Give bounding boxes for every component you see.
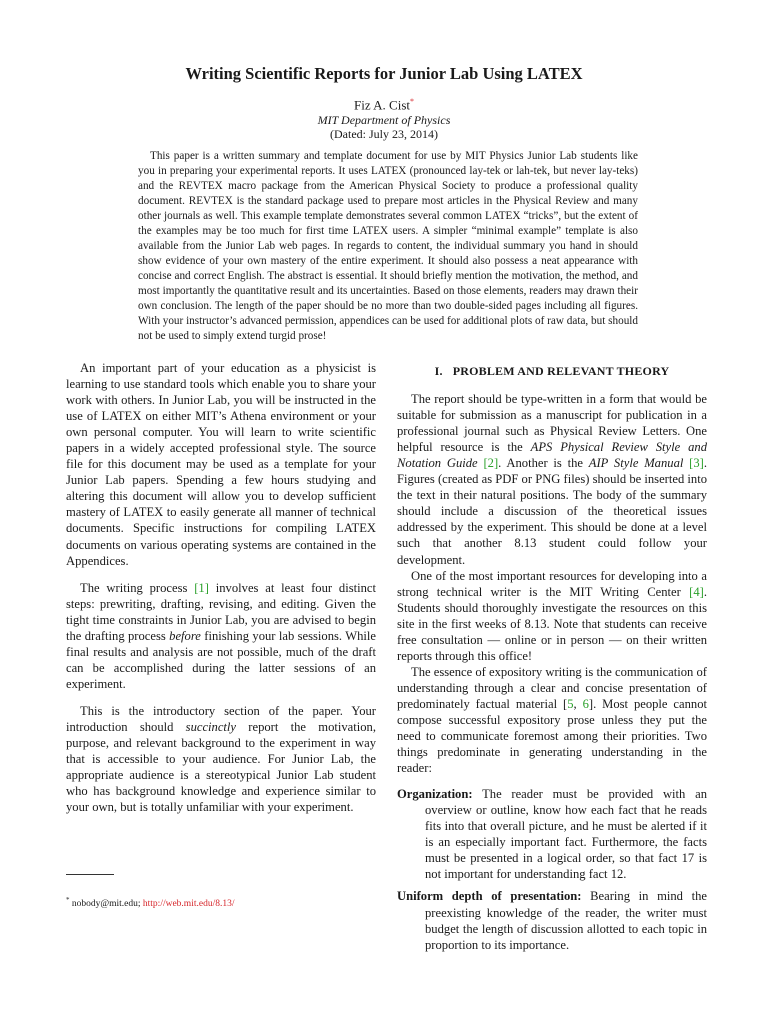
intro-paragraph-2: The writing process [1] involves at least four distinct steps: prewriting, drafting, revising, and editing. Given the tight time constraints in Junior Lab, you are advised to begin the drafting process before finishing your lab sessions. While final results and analysis are not possible, much of the draft can be accomplished during the latter sessions of an experiment. bbox=[66, 580, 376, 691]
citation-link[interactable]: 5 bbox=[567, 696, 574, 711]
intro-paragraph-3: This is the introductory section of the paper. Your introduction should succinctly report the motivation, purpose, and relevant background to the experiment in way that is accessible to your audience. For Junior Lab, the appropriate audience is a stereotypical Junior Lab student who has background knowledge and experience similar to your own, but is totally unfamiliar with your experiment. bbox=[66, 703, 376, 815]
footnote-rule bbox=[66, 874, 114, 875]
footnote-email: nobody@mit.edu; bbox=[71, 899, 143, 910]
author-line bbox=[0, 97, 768, 113]
citation-link[interactable]: [2] bbox=[483, 456, 499, 471]
author-name: Fiz A. Cist bbox=[354, 97, 410, 113]
left-column bbox=[66, 360, 376, 815]
footnote-url-link[interactable]: http://web.mit.edu/8.13/ bbox=[142, 899, 235, 910]
section-heading bbox=[397, 363, 707, 379]
intro-paragraph-1: An important part of your education as a physicist is learning to use standard tools which enable you to share your work with others. In Junior Lab, you will be instructed in the use of LATEX on either MIT’s Athena environment or your own personal computer. You will learn to write scientific papers in a widely accepted professional style. The source file for this document may be used as a template for your Junior Lab papers. Spending a few hours studying and altering this document will allow you to develop sufficient mastery of LATEX to easily generate all manner of technical documents. Specific instructions for compiling LATEX documents on various operating systems are contained in the Appendices. bbox=[66, 361, 376, 568]
definition-item-organization: Organization: The reader must be provided with an overview or outline, know how each fact that he reads fits into that overall picture, and he must be alerted if it is an especially important fact. Furthermore, the facts must be presented in a logical order, so that fact 17 is not important for understanding fact 12. bbox=[397, 787, 707, 882]
citation-link[interactable]: [4] bbox=[689, 584, 704, 599]
theory-paragraph-1: The report should be type-written in a form that would be suitable for submission as a manuscript for publication in a professional journal such as Physical Review Letters. One helpful resource is the APS Physical Review Style and Notation Guide [2]. Another is the AIP Style Manual [3]. Figures (created as PDF or PNG files) should be inserted into the text in their natural positions. The body of the summary should include a discussion of the theoretical issues addressed by the experiment. This should be done at a level such that another 8.13 student could follow your development. bbox=[397, 392, 708, 567]
abstract: This paper is a written summary and template document for use by MIT Physics Junior Lab students like you in preparing your experimental reports. It uses LATEX (pronounced lay-tek or lah-tek, but never lay-teks) and the REVTEX macro package from the American Physical Society to produce a professional quality document. REVTEX is the standard package used to prepare most articles in the Physical Review and many other journals as well. This example template demonstrates several common LATEX “tricks”, but the extent of the examples may be too much for first time LATEX users. A simpler “minimal example” template is also available from the Junior Lab web pages. In regards to content, the individual summary you hand in should show evidence of your own mastery of the entire experiment. It should also possess a neat appearance with concise and correct English. The abstract is essential. It should briefly mention the motivation, the method, and most importantly the quantitative result and its uncertainties. Based on those elements, readers may drawn their own conclusion. The length of the paper should be no more than two double-sided pages including all figures. With your instructor’s advanced permission, appendices can be used for additional plots of raw data, but should not be used to simply extend turgid prose! bbox=[138, 150, 638, 342]
citation-link[interactable]: [3] bbox=[689, 456, 704, 471]
citation-link[interactable]: [1] bbox=[194, 580, 209, 595]
date-line: (Dated: July 23, 2014) bbox=[330, 127, 438, 141]
footnote bbox=[66, 896, 376, 909]
section-title: PROBLEM AND RELEVANT THEORY bbox=[452, 364, 670, 378]
affiliation: MIT Department of Physics bbox=[317, 113, 451, 127]
theory-paragraph-2: One of the most important resources for developing into a strong technical writer is the MIT Writing Center [4]. Students should thoroughly investigate the resources on this site in the first weeks of 8.13. Note that students can receive free consultation — online or in person — on their written reports through this office! bbox=[397, 568, 707, 663]
right-column bbox=[397, 360, 707, 959]
section-number: I. bbox=[434, 364, 443, 378]
footnote-mark: * bbox=[66, 896, 70, 904]
paper-title: Writing Scientific Reports for Junior Lab Using LATEX bbox=[185, 64, 583, 83]
definition-item-depth: Uniform depth of presentation: Bearing in mind the preexisting knowledge of the reader, the writer must budget the length of discussion allotted to each topic in proportion to its importance. bbox=[397, 889, 708, 952]
theory-paragraph-3: The essence of expository writing is the communication of understanding through a clear and concise presentation of predominately factual material [5, 6]. Most people cannot compose successful expository prose unless they put the need to communicate foremost among their priorities. Two things predominate in generating understanding in the reader: bbox=[397, 664, 707, 776]
definition-list bbox=[397, 786, 707, 952]
author-footnote-mark[interactable]: * bbox=[410, 97, 414, 106]
citation-link[interactable]: 6 bbox=[582, 696, 589, 711]
